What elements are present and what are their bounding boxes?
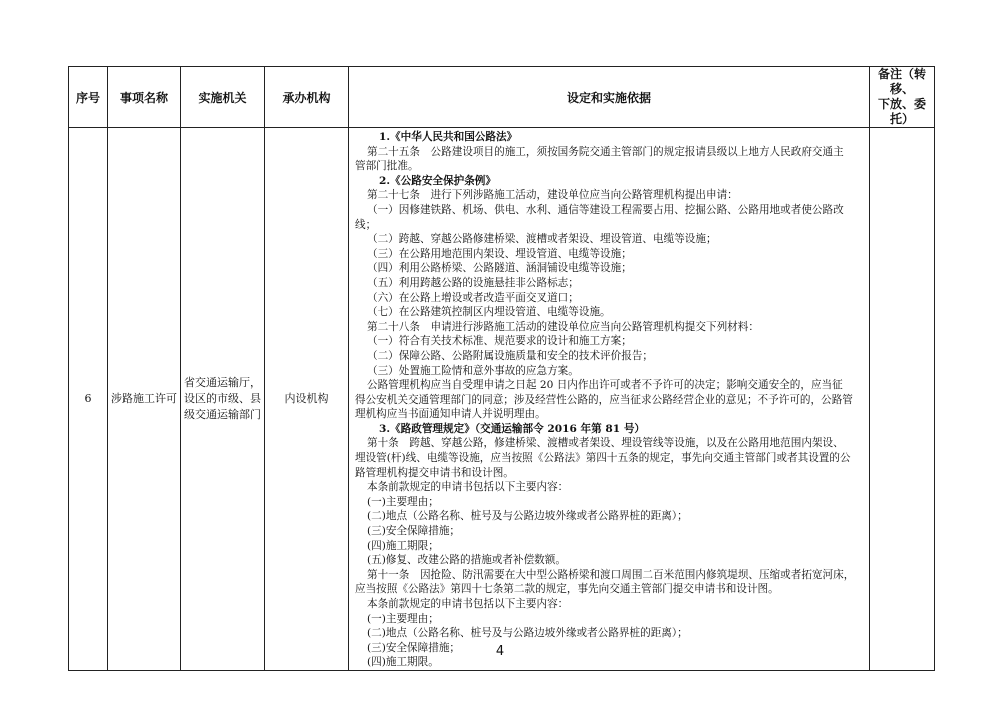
basis-line: (二)地点（公路名称、桩号及与公路边坡外缘或者公路界桩的距离）； — [367, 510, 688, 523]
basis-line: 第十一条 因抢险、防汛需要在大中型公路桥梁和渡口周围二百米范围内修筑堤坝、压缩或者拓宽河床， — [367, 568, 855, 581]
basis-line: （七）在公路建筑控制区内埋设管道、电缆等设施。 — [367, 306, 611, 319]
basis-line: （一）符合有关技术标准、规范要求的设计和施工方案； — [367, 335, 632, 348]
basis-line: 本条前款规定的申请书包括以下主要内容： — [367, 598, 569, 610]
basis-line: (四)施工期限。 — [367, 656, 439, 669]
basis-line: （六）在公路上增设或者改造平面交叉道口； — [367, 291, 579, 304]
header-note — [870, 67, 935, 128]
basis-heading: 2.《公路安全保护条例》 — [379, 174, 496, 187]
basis-line: 本条前款规定的申请书包括以下主要内容： — [367, 481, 569, 494]
table-row — [69, 128, 935, 671]
cell-agency: 省交通运输厅，设区的市级、县级交通运输部门 — [181, 128, 265, 671]
header-basis: 设定和实施依据 — [349, 67, 870, 128]
basis-line: （四）利用公路桥梁、公路隧道、涵洞铺设电缆等设施； — [367, 262, 632, 275]
basis-line: （二）保障公路、公路附属设施质量和安全的技术评价报告； — [367, 349, 654, 362]
basis-line: (一)主要理由； — [367, 495, 439, 508]
basis-line: 公路管理机构应当自受理申请之日起 20 日内作出许可或者不予许可的决定；影响交通安全的，应当征 — [367, 379, 843, 392]
permit-table — [68, 66, 935, 671]
basis-line: (四)施工期限； — [367, 539, 439, 552]
page-number: 4 — [495, 644, 505, 659]
header-item-name: 事项名称 — [108, 67, 181, 128]
basis-line: 第二十八条 申请进行涉路施工活动的建设单位应当向公路管理机构提交下列材料： — [367, 320, 759, 333]
basis-line: 得公安机关交通管理部门的同意；涉及经营性公路的，应当征求公路经营企业的意见；不予许可的，公路管 — [355, 393, 853, 406]
basis-line: 理机构应当书面通知申请人并说明理由。 — [355, 408, 546, 421]
basis-line: （五）利用跨越公路的设施悬挂非公路标志； — [367, 276, 579, 289]
basis-line: （三）处置施工险情和意外事故的应急方案。 — [367, 364, 579, 377]
header-note-line1: 备注（转移、 — [877, 67, 926, 96]
basis-line: (二)地点（公路名称、桩号及与公路边坡外缘或者公路界桩的距离）； — [367, 627, 688, 640]
header-note-line2: 下放、委托） — [877, 97, 926, 126]
header-agency: 实施机关 — [181, 67, 265, 128]
basis-line: 第二十五条 公路建设项目的施工，须按国务院交通主管部门的规定报请县级以上地方人民政府交通主 — [367, 145, 844, 158]
basis-line: 应当按照《公路法》第四十七条第二款的规定，事先向交通主管部门提交申请书和设计图。 — [355, 583, 779, 596]
basis-line: 第十条 跨越、穿越公路，修建桥梁、渡槽或者架设、埋设管线等设施，以及在公路用地范围内架设、 — [367, 437, 844, 450]
basis-text — [355, 130, 863, 670]
basis-line: (三)安全保障措施； — [367, 525, 461, 538]
basis-line: 第二十七条 进行下列涉路施工活动，建设单位应当向公路管理机构提出申请： — [367, 189, 738, 202]
header-row — [69, 67, 935, 128]
basis-line: 埋设管(杆)线、电缆等设施，应当按照《公路法》第四十五条的规定，事先向交通主管部门或者其设置的公 — [355, 452, 851, 465]
basis-heading: 3.《路政管理规定》（交通运输部令 2016 年第 81 号） — [379, 422, 646, 435]
cell-item-name: 涉路施工许可 — [108, 128, 181, 671]
basis-line: （二）跨越、穿越公路修建桥梁、渡槽或者架设、埋设管道、电缆等设施； — [367, 233, 717, 246]
cell-note — [870, 128, 935, 671]
basis-line: 路管理机构提交申请书和设计图。 — [355, 466, 514, 479]
basis-line: (五)修复、改建公路的措施或者补偿数额。 — [367, 554, 566, 567]
cell-basis — [349, 128, 870, 671]
basis-line: (三)安全保障措施； — [367, 641, 461, 654]
basis-line: （一）因修建铁路、机场、供电、水利、通信等建设工程需要占用、挖掘公路、公路用地或者使公路改 — [367, 203, 844, 216]
cell-seq: 6 — [69, 128, 108, 671]
basis-line: (一)主要理由； — [367, 612, 439, 625]
basis-heading: 1.《中华人民共和国公路法》 — [379, 131, 518, 143]
basis-line: 管部门批准。 — [355, 160, 419, 173]
cell-undertaker: 内设机构 — [265, 128, 349, 671]
header-seq: 序号 — [69, 67, 108, 128]
header-undertaker: 承办机构 — [265, 67, 349, 128]
basis-line: （三）在公路用地范围内架设、埋设管道、电缆等设施； — [367, 247, 632, 260]
basis-line: 线； — [355, 218, 377, 231]
